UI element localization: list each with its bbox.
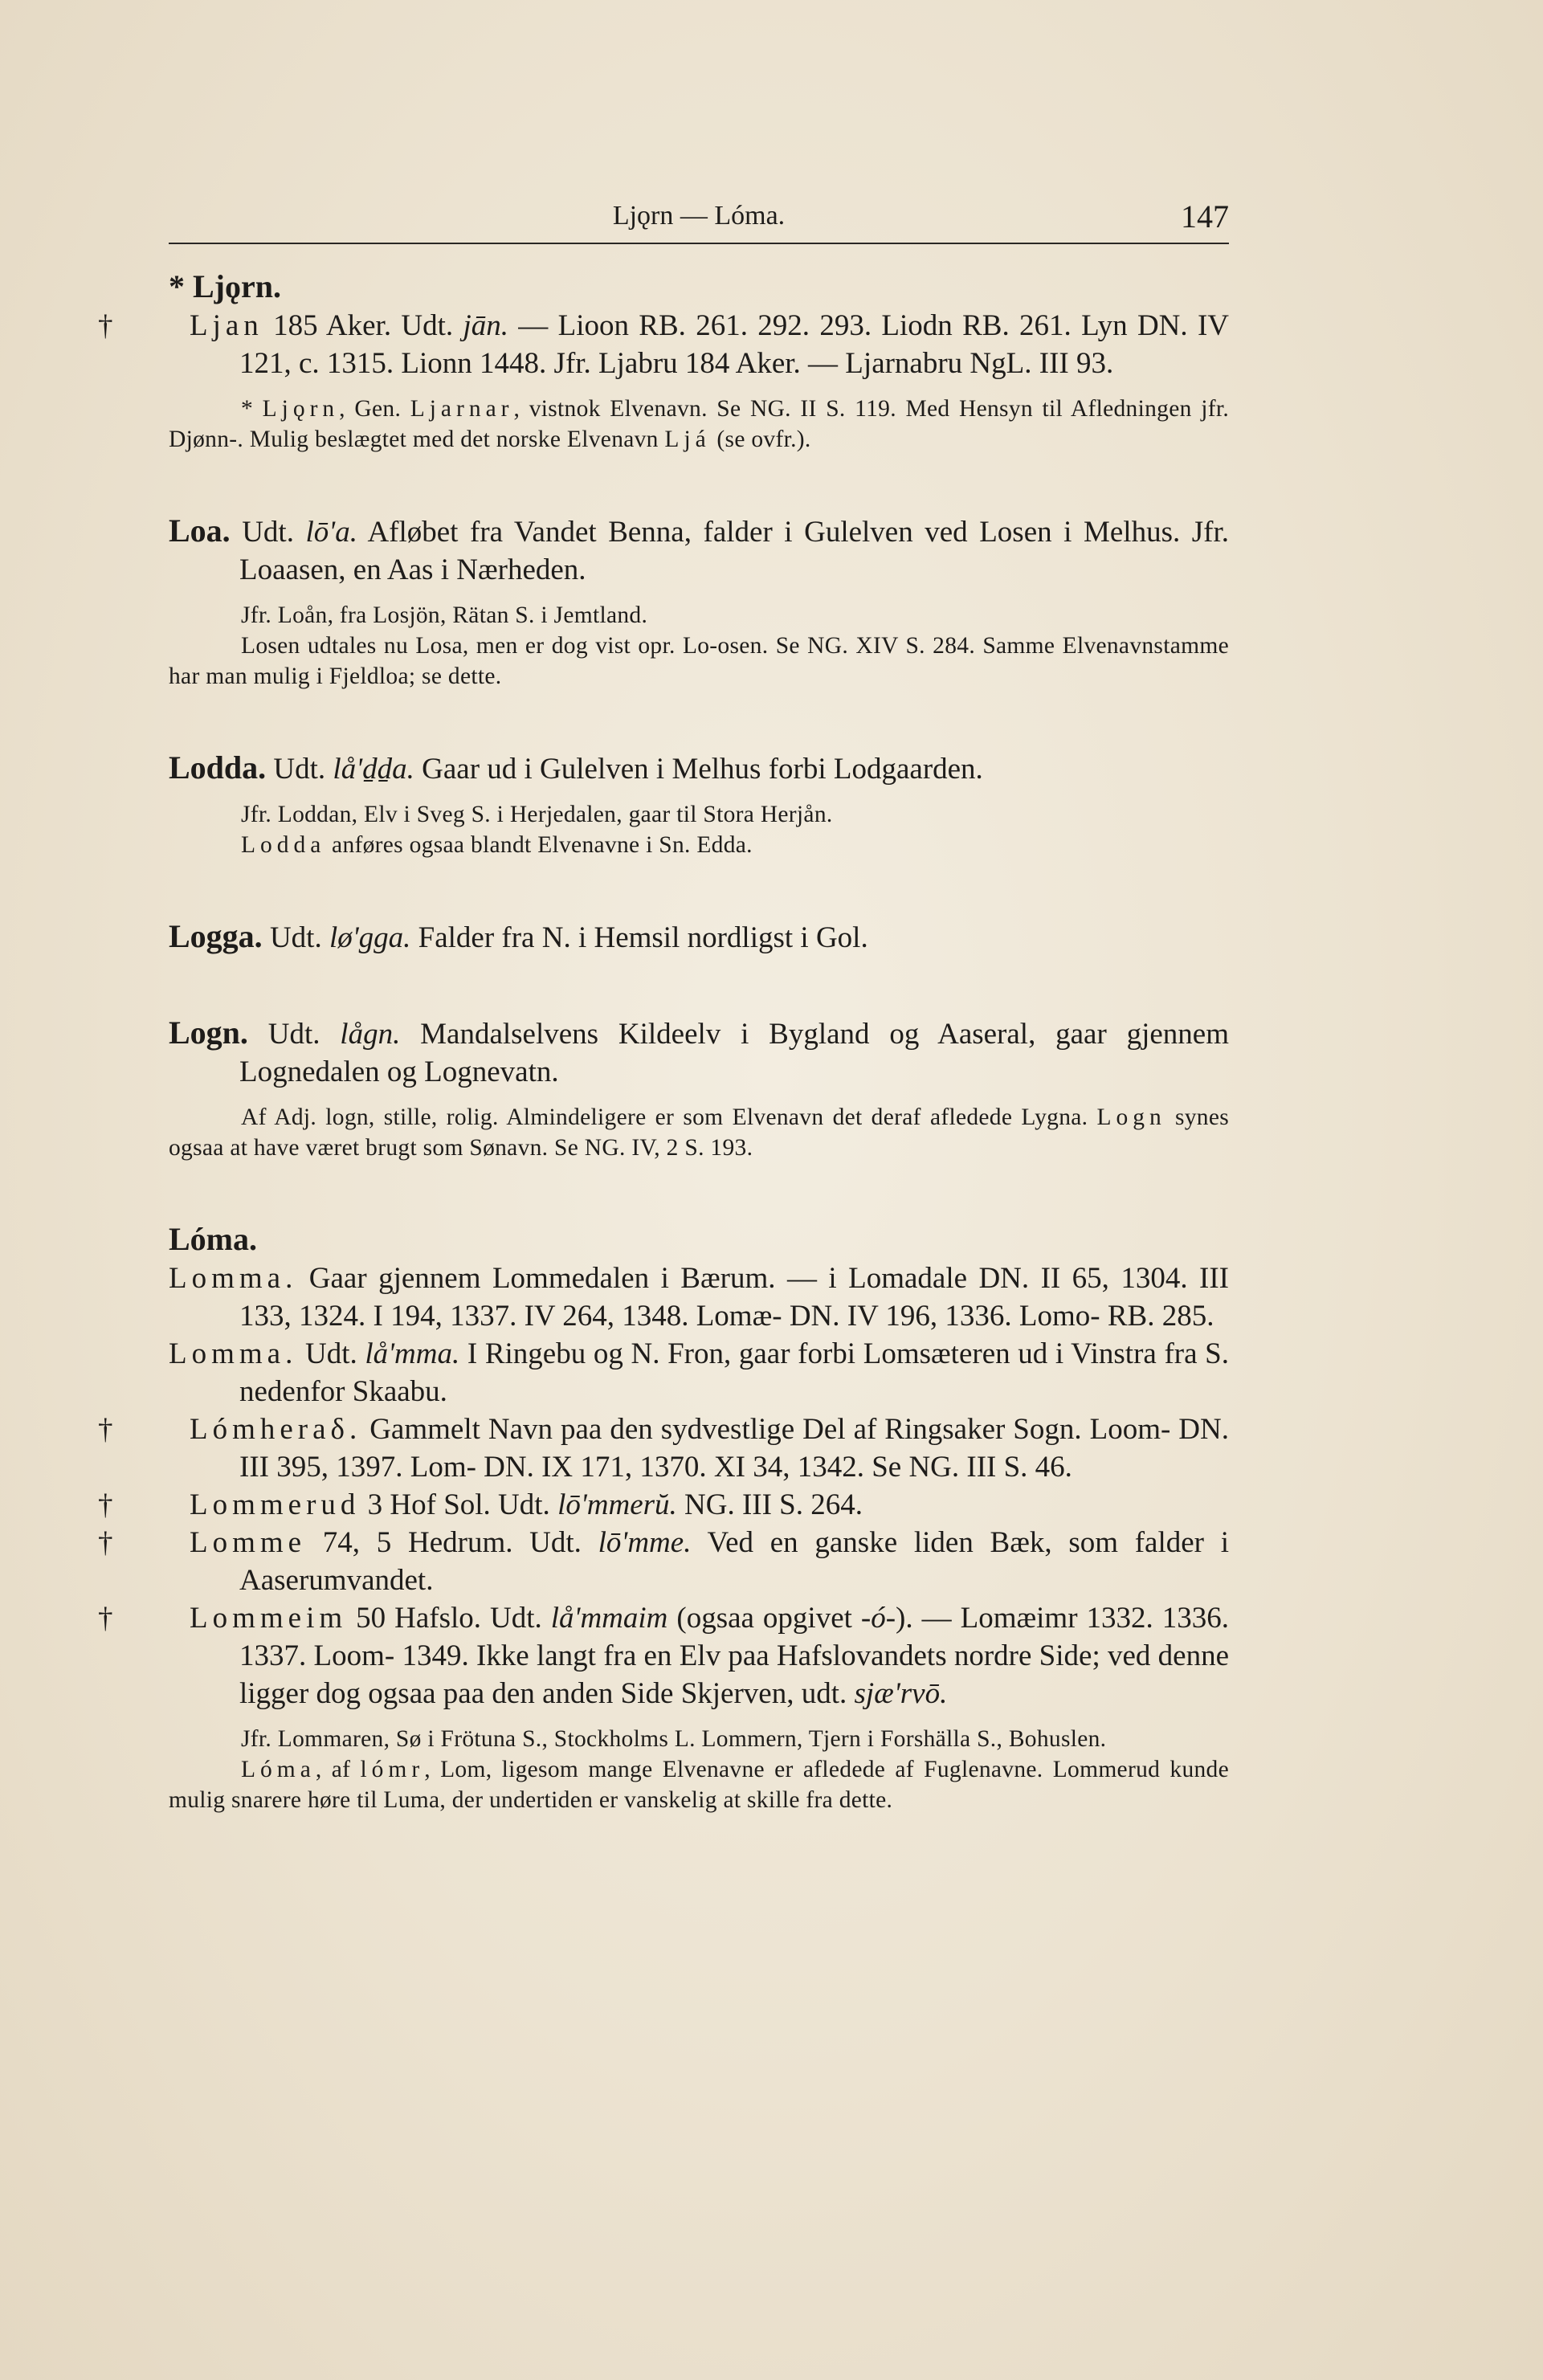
dagger-mark: † xyxy=(98,1488,113,1521)
headword-logga: Logga. xyxy=(169,918,263,954)
loma-lomme xyxy=(98,1524,1229,1599)
lomheradh-text: Gammelt Navn paa den sydvestlige Del af Ringsaker Sogn. Loom- DN. III 395, 1397. Lom- DN. IX 171, 1370. XI 34, 1342. Se NG. III S. 46. xyxy=(239,1413,1229,1484)
lomma1-name: Lomma. xyxy=(169,1262,298,1295)
lomme-text-b: Ved en ganske liden Bæk, som falder i Aaserumvandet. xyxy=(239,1526,1229,1597)
lomma2-text-a: Udt. xyxy=(297,1337,365,1370)
logn-note xyxy=(169,1102,1229,1163)
headword-loma: Lóma. xyxy=(169,1221,257,1257)
loa-pronunciation: lō'a. xyxy=(305,516,357,549)
logn-note-a: Af Adj. logn, stille, rolig. Almindeligere er som Elvenavn det deraf afledede Lygna. xyxy=(241,1104,1097,1130)
ljorn-note-d: (se ovfr.). xyxy=(710,427,811,452)
entry-logga xyxy=(169,916,1229,957)
loa-main xyxy=(169,511,1229,589)
lodda-text-a: Udt. xyxy=(266,753,333,786)
lodda-main xyxy=(169,748,1229,788)
page-number: 147 xyxy=(1181,198,1229,235)
loma-lommeim xyxy=(98,1599,1229,1713)
lommerud-name: Lommerud xyxy=(190,1488,361,1521)
entry-loa xyxy=(169,511,1229,692)
lommeim-name: Lommeim xyxy=(190,1602,348,1635)
page-content xyxy=(98,267,1230,1815)
lommeim-text-c: ). — Lomæimr 1332. 1336. 1337. Loom- 1349. Ikke langt fra en Elv paa Hafslovandets nordre Side; ved denne ligger dog ogsaa paa den anden Side Skjerven, udt. xyxy=(239,1602,1229,1710)
logn-text-a: Udt. xyxy=(247,1018,341,1051)
lodda-note-2 xyxy=(169,830,1229,860)
loma-lomheradh xyxy=(98,1410,1229,1486)
logn-pronunciation: lågn. xyxy=(340,1018,401,1051)
lomma1-text: Gaar gjennem Lommedalen i Bærum. — i Lomadale DN. II 65, 1304. III 133, 1324. I 194, 1337. IV 264, 1348. Lomæ- DN. IV 196, 1336. Lomo- RB. 285. xyxy=(239,1262,1229,1333)
lomheradh-name: Lómheraδ. xyxy=(190,1413,362,1446)
running-title: Ljǫrn — Lóma. xyxy=(612,201,786,231)
ljorn-note-name3: Ljá xyxy=(664,427,711,452)
ljan-name: Ljan xyxy=(190,309,263,342)
lommeim-text-b: (ogsaa opgivet xyxy=(667,1602,861,1635)
loa-note-2: Losen udtales nu Losa, men er dog vist opr. Lo-osen. Se NG. XIV S. 284. Samme Elvenavnstamme har man mulig i Fjeldloa; se dette. xyxy=(169,633,1229,689)
ljorn-note-name2: Ljarnar xyxy=(410,396,514,422)
logn-main xyxy=(169,1013,1229,1091)
dagger-mark: † xyxy=(98,1526,113,1559)
lomme-pronunciation: lō'mme. xyxy=(598,1526,692,1559)
lommeim-variant: -ó- xyxy=(860,1602,896,1635)
logga-text-a: Udt. xyxy=(262,921,329,954)
ljorn-note-a: * xyxy=(241,396,263,422)
loa-text-a: Udt. xyxy=(230,516,306,549)
headword-loa: Loa. xyxy=(169,512,231,549)
headword-logn: Logn. xyxy=(169,1014,248,1051)
logga-pronunciation: lø'gga. xyxy=(329,921,411,954)
loma-lommerud xyxy=(98,1486,1229,1524)
logn-text-b: Mandalselvens Kildeelv i Bygland og Aaseral, gaar gjennem Lognedalen og Lognevatn. xyxy=(239,1018,1230,1088)
lomme-name: Lomme xyxy=(190,1526,307,1559)
loma-note-2 xyxy=(169,1754,1229,1815)
dagger-mark: † xyxy=(98,309,113,342)
headword-lodda: Lodda. xyxy=(169,749,267,786)
lomma2-text-b: I Ringebu og N. Fron, gaar forbi Lomsæteren ud i Vinstra fra S. nedenfor Skaabu. xyxy=(239,1337,1229,1408)
ljorn-pronunciation: jān. xyxy=(463,309,508,342)
lommerud-text-b: NG. III S. 264. xyxy=(676,1488,863,1521)
lommerud-pronunciation: lō'mmerŭ. xyxy=(557,1488,677,1521)
loma-note-name: Lóma xyxy=(241,1757,316,1782)
logn-note-name: Logn xyxy=(1096,1104,1166,1130)
loma-note-name2: lómr xyxy=(360,1757,425,1782)
ljorn-note-name: Ljǫrn xyxy=(262,396,340,422)
lodda-note-rest: anføres ogsaa blandt Elvenavne i Sn. Edda. xyxy=(325,832,753,858)
ljorn-text-a: 185 Aker. Udt. xyxy=(263,309,463,342)
lodda-note-name: Lodda xyxy=(241,832,326,858)
dagger-mark: † xyxy=(98,1602,113,1635)
lomme-text-a: 74, 5 Hedrum. Udt. xyxy=(306,1526,598,1559)
lomma2-name: Lomma. xyxy=(169,1337,298,1370)
page-header xyxy=(169,194,1229,243)
headword-ljorn: * Ljǫrn. xyxy=(169,268,281,304)
loma-note-a: , af xyxy=(315,1757,361,1782)
lommeim-pronunciation: lå'mmaim xyxy=(550,1602,668,1635)
lodda-text-b: Gaar ud i Gulelven i Melhus forbi Lodgaarden. xyxy=(414,753,983,786)
logn-note-b: synes ogsaa at have været brugt som Sønavn. Se NG. IV, 2 S. 193. xyxy=(169,1104,1230,1161)
skjerven-pronunciation: sjæ'rvō. xyxy=(854,1677,948,1710)
logga-main xyxy=(169,916,1229,957)
dagger-mark: † xyxy=(98,1413,113,1446)
ljorn-note-c: , vistnok Elvenavn. Se NG. II S. 119. Med Hensyn til Afledningen jfr. Djønn-. Mulig beslægtet med det norske Elvenavn xyxy=(169,396,1229,452)
lommeim-text-a: 50 Hafslo. Udt. xyxy=(347,1602,551,1635)
lodda-note-1: Jfr. Loddan, Elv i Sveg S. i Herjedalen, gaar til Stora Herjån. xyxy=(241,802,833,827)
ljorn-note-b: , Gen. xyxy=(339,396,410,422)
loma-lomma-2 xyxy=(169,1335,1229,1410)
loa-note-1: Jfr. Loån, fra Losjön, Rätan S. i Jemtland. xyxy=(241,602,648,628)
entry-logn xyxy=(169,1013,1229,1163)
entry-loma xyxy=(98,1219,1229,1815)
entry-lodda xyxy=(169,748,1229,860)
lodda-pronunciation: lå'ḏḏa. xyxy=(333,753,414,786)
loma-lomma-1 xyxy=(169,1259,1229,1335)
loa-text-b: Afløbet fra Vandet Benna, falder i Gulelven ved Losen i Melhus. Jfr. Loaasen, en Aas i Nærheden. xyxy=(239,516,1229,586)
ljorn-text-b: — Lioon RB. 261. 292. 293. Liodn RB. 261. Lyn DN. IV 121, c. 1315. Lionn 1448. Jfr. Ljabru 184 Aker. — Ljarnabru NgL. III 93. xyxy=(239,309,1229,380)
loma-note-b: , Lom, ligesom mange Elvenavne er afledede af Fuglenavne. Lommerud kunde mulig snarere høre til Luma, der undertiden er vanskelig at skille fra dette. xyxy=(169,1757,1229,1813)
lommerud-text-a: 3 Hof Sol. Udt. xyxy=(360,1488,558,1521)
logga-text-b: Falder fra N. i Hemsil nordligst i Gol. xyxy=(410,921,868,954)
loma-note-1: Jfr. Lommaren, Sø i Frötuna S., Stockholms L. Lommern, Tjern i Forshälla S., Bohuslen. xyxy=(241,1726,1107,1752)
entry-ljorn xyxy=(98,267,1229,455)
ljorn-main xyxy=(98,307,1229,382)
header-rule xyxy=(169,243,1229,244)
ljorn-note xyxy=(169,394,1229,455)
lomma2-pronunciation: lå'mma. xyxy=(365,1337,460,1370)
